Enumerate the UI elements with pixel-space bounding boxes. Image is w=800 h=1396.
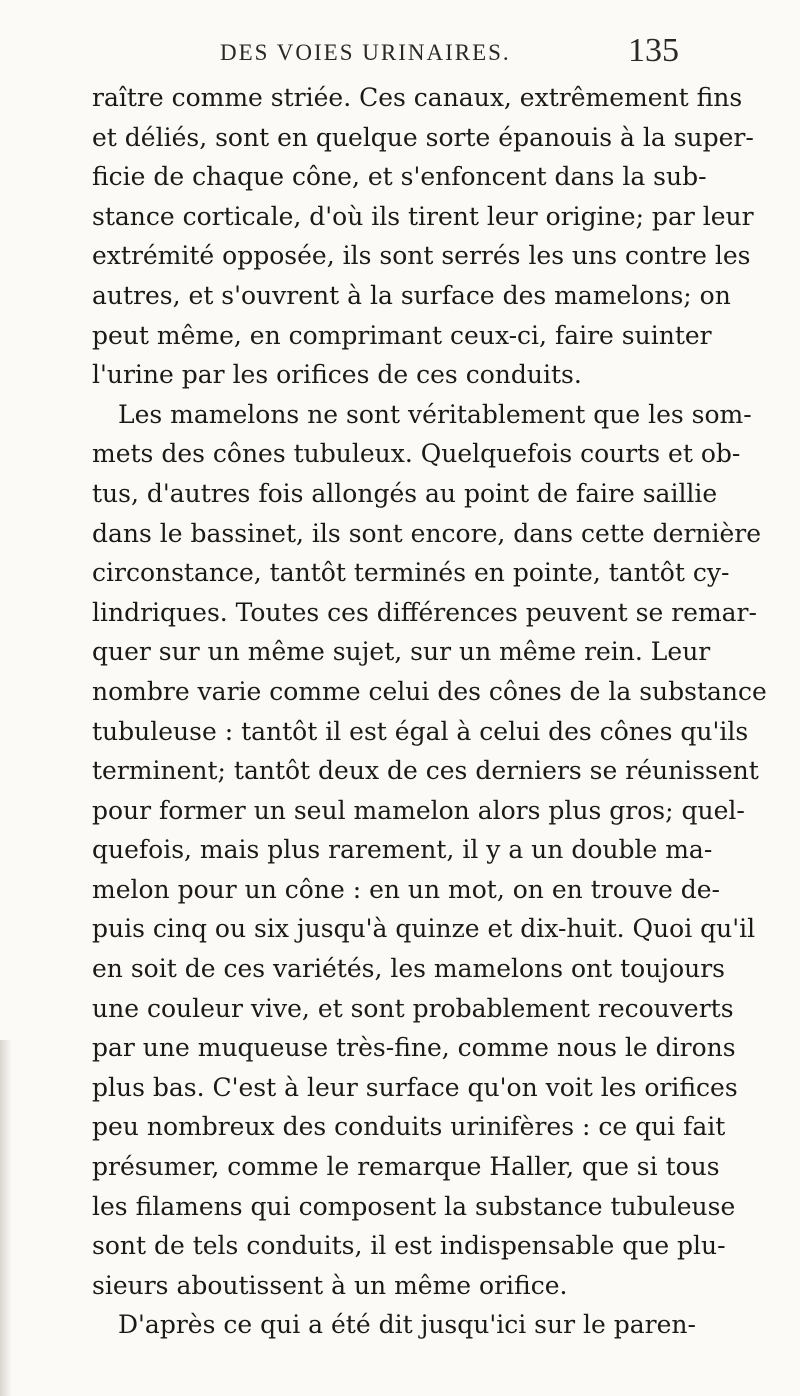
text-line: une couleur vive, et sont probablement recouverts [92, 993, 734, 1023]
text-line: nombre varie comme celui des cônes de la substance [92, 676, 767, 706]
text-line: extrémité opposée, ils sont serrés les uns contre les [92, 241, 751, 271]
text-line: pour former un seul mamelon alors plus gros; quel- [92, 795, 745, 825]
text-line: par une muqueuse très-fine, comme nous le dirons [92, 1033, 736, 1063]
paragraph-start-line: Les mamelons ne sont véritablement que les som- [118, 399, 752, 429]
text-line: tus, d'autres fois allongés au point de faire saillie [92, 478, 718, 508]
text-line: melon pour un cône : en un mot, on en trouve de- [92, 874, 720, 904]
running-head: DES VOIES URINAIRES. [220, 40, 511, 65]
text-line: dans le bassinet, ils sont encore, dans cette dernière [92, 518, 762, 548]
text-line: autres, et s'ouvrent à la surface des mamelons; on [92, 280, 731, 310]
text-line: circonstance, tantôt terminés en pointe, tantôt cy- [92, 558, 730, 588]
text-line: peut même, en comprimant ceux-ci, faire suinter [92, 320, 712, 350]
text-line: terminent; tantôt deux de ces derniers se réunissent [92, 756, 759, 786]
text-line: en soit de ces variétés, les mamelons ont toujours [92, 954, 725, 984]
text-line: stance corticale, d'où ils tirent leur origine; par leur [92, 201, 754, 231]
text-line: et déliés, sont en quelque sorte épanouis à la super- [92, 122, 754, 152]
text-line: les filamens qui composent la substance tubuleuse [92, 1191, 736, 1221]
page-number: 135 [628, 32, 679, 69]
text-line: tubuleuse : tantôt il est égal à celui des cônes qu'ils [92, 716, 749, 746]
binding-shadow [0, 1040, 12, 1396]
text-line: raître comme striée. Ces canaux, extrêmement fins [92, 83, 743, 112]
text-line: sont de tels conduits, il est indispensable que plu- [92, 1231, 726, 1261]
text-line: puis cinq ou six jusqu'à quinze et dix-huit. Quoi qu'il [92, 914, 756, 944]
text-line: ficie de chaque cône, et s'enfoncent dans la sub- [92, 162, 707, 192]
text-line: plus bas. C'est à leur surface qu'on voit les orifices [92, 1072, 738, 1102]
text-line: l'urine par les orifices de ces conduits. [92, 360, 582, 390]
body-text [92, 78, 767, 1345]
text-line: mets des cônes tubuleux. Quelquefois courts et ob- [92, 439, 741, 469]
text-line: quefois, mais plus rarement, il y a un double ma- [92, 835, 713, 865]
text-line: peu nombreux des conduits urinifères : ce qui fait [92, 1112, 726, 1142]
text-line: quer sur un même sujet, sur un même rein. Leur [92, 637, 711, 667]
text-line: sieurs aboutissent à un même orifice. [92, 1270, 568, 1300]
text-line: présumer, comme le remarque Haller, que si tous [92, 1152, 720, 1182]
paragraph-start-line: D'après ce qui a été dit jusqu'ici sur le paren- [118, 1310, 696, 1340]
text-line: lindriques. Toutes ces différences peuvent se remar- [92, 597, 757, 627]
